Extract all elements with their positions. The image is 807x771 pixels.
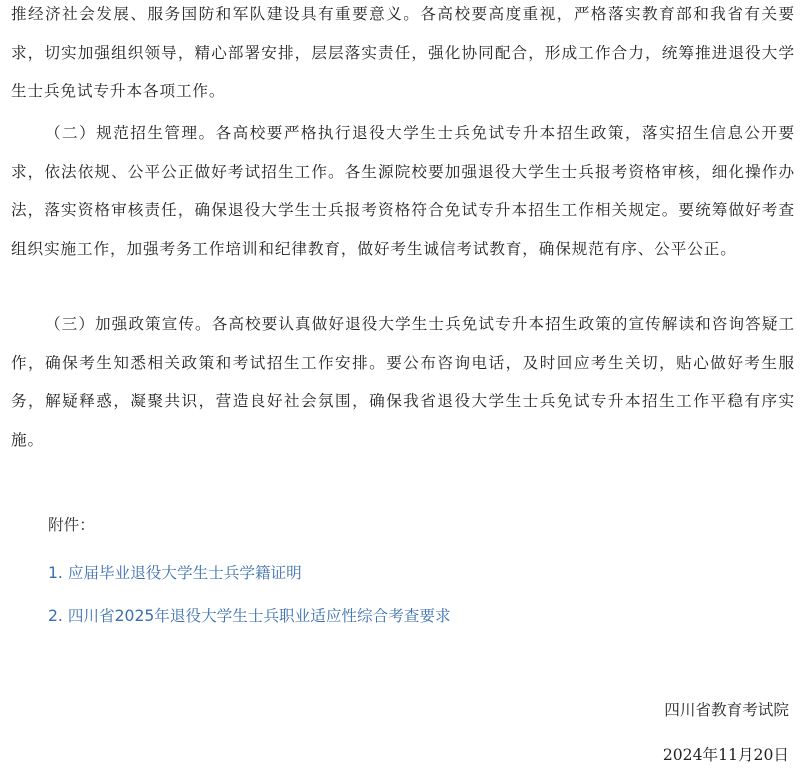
attachment-link-student-status[interactable]: 1. 应届毕业退役大学生士兵学籍证明 [48,564,302,582]
paragraph-intro: 推经济社会发展、服务国防和军队建设具有重要意义。各高校要高度重视，严格落实教育部和我省有关要求，切实加强组织领导，精心部署安排，层层落实责任，强化协同配合，形成工作合力，统筹推进退役大学生士兵免试专升本各项工作。 [11,5,795,100]
attachment-link-assessment-requirements[interactable]: 2. 四川省2025年退役大学生士兵职业适应性综合考查要求 [48,607,451,625]
signature-date: 2024年11月20日 [662,746,789,764]
paragraph-policy-publicity: （三）加强政策宣传。各高校要认真做好退役大学生士兵免试专升本招生政策的宣传解读和咨询答疑工作，确保考生知悉相关政策和考试招生工作安排。要公布咨询电话，及时回应考生关切，贴心做好考生服务，解疑释惑，凝聚共识，营造良好社会氛围，确保我省退役大学生士兵免试专升本招生工作平稳有序实施。 [11,315,795,449]
signature-organization: 四川省教育考试院 [664,701,789,719]
attachments-label: 附件： [48,516,95,534]
paragraph-admission-management: （二）规范招生管理。各高校要严格执行退役大学生士兵免试专升本招生政策，落实招生信息公开要求，依法依规、公平公正做好考试招生工作。各生源院校要加强退役大学生士兵报考资格审核，细化操作办法，落实资格审核责任，确保退役大学生士兵报考资格符合免试专升本招生工作相关规定。要统筹做好考查组织实施工作，加强考务工作培训和纪律教育，做好考生诚信考试教育，确保规范有序、公平公正。 [11,124,795,258]
